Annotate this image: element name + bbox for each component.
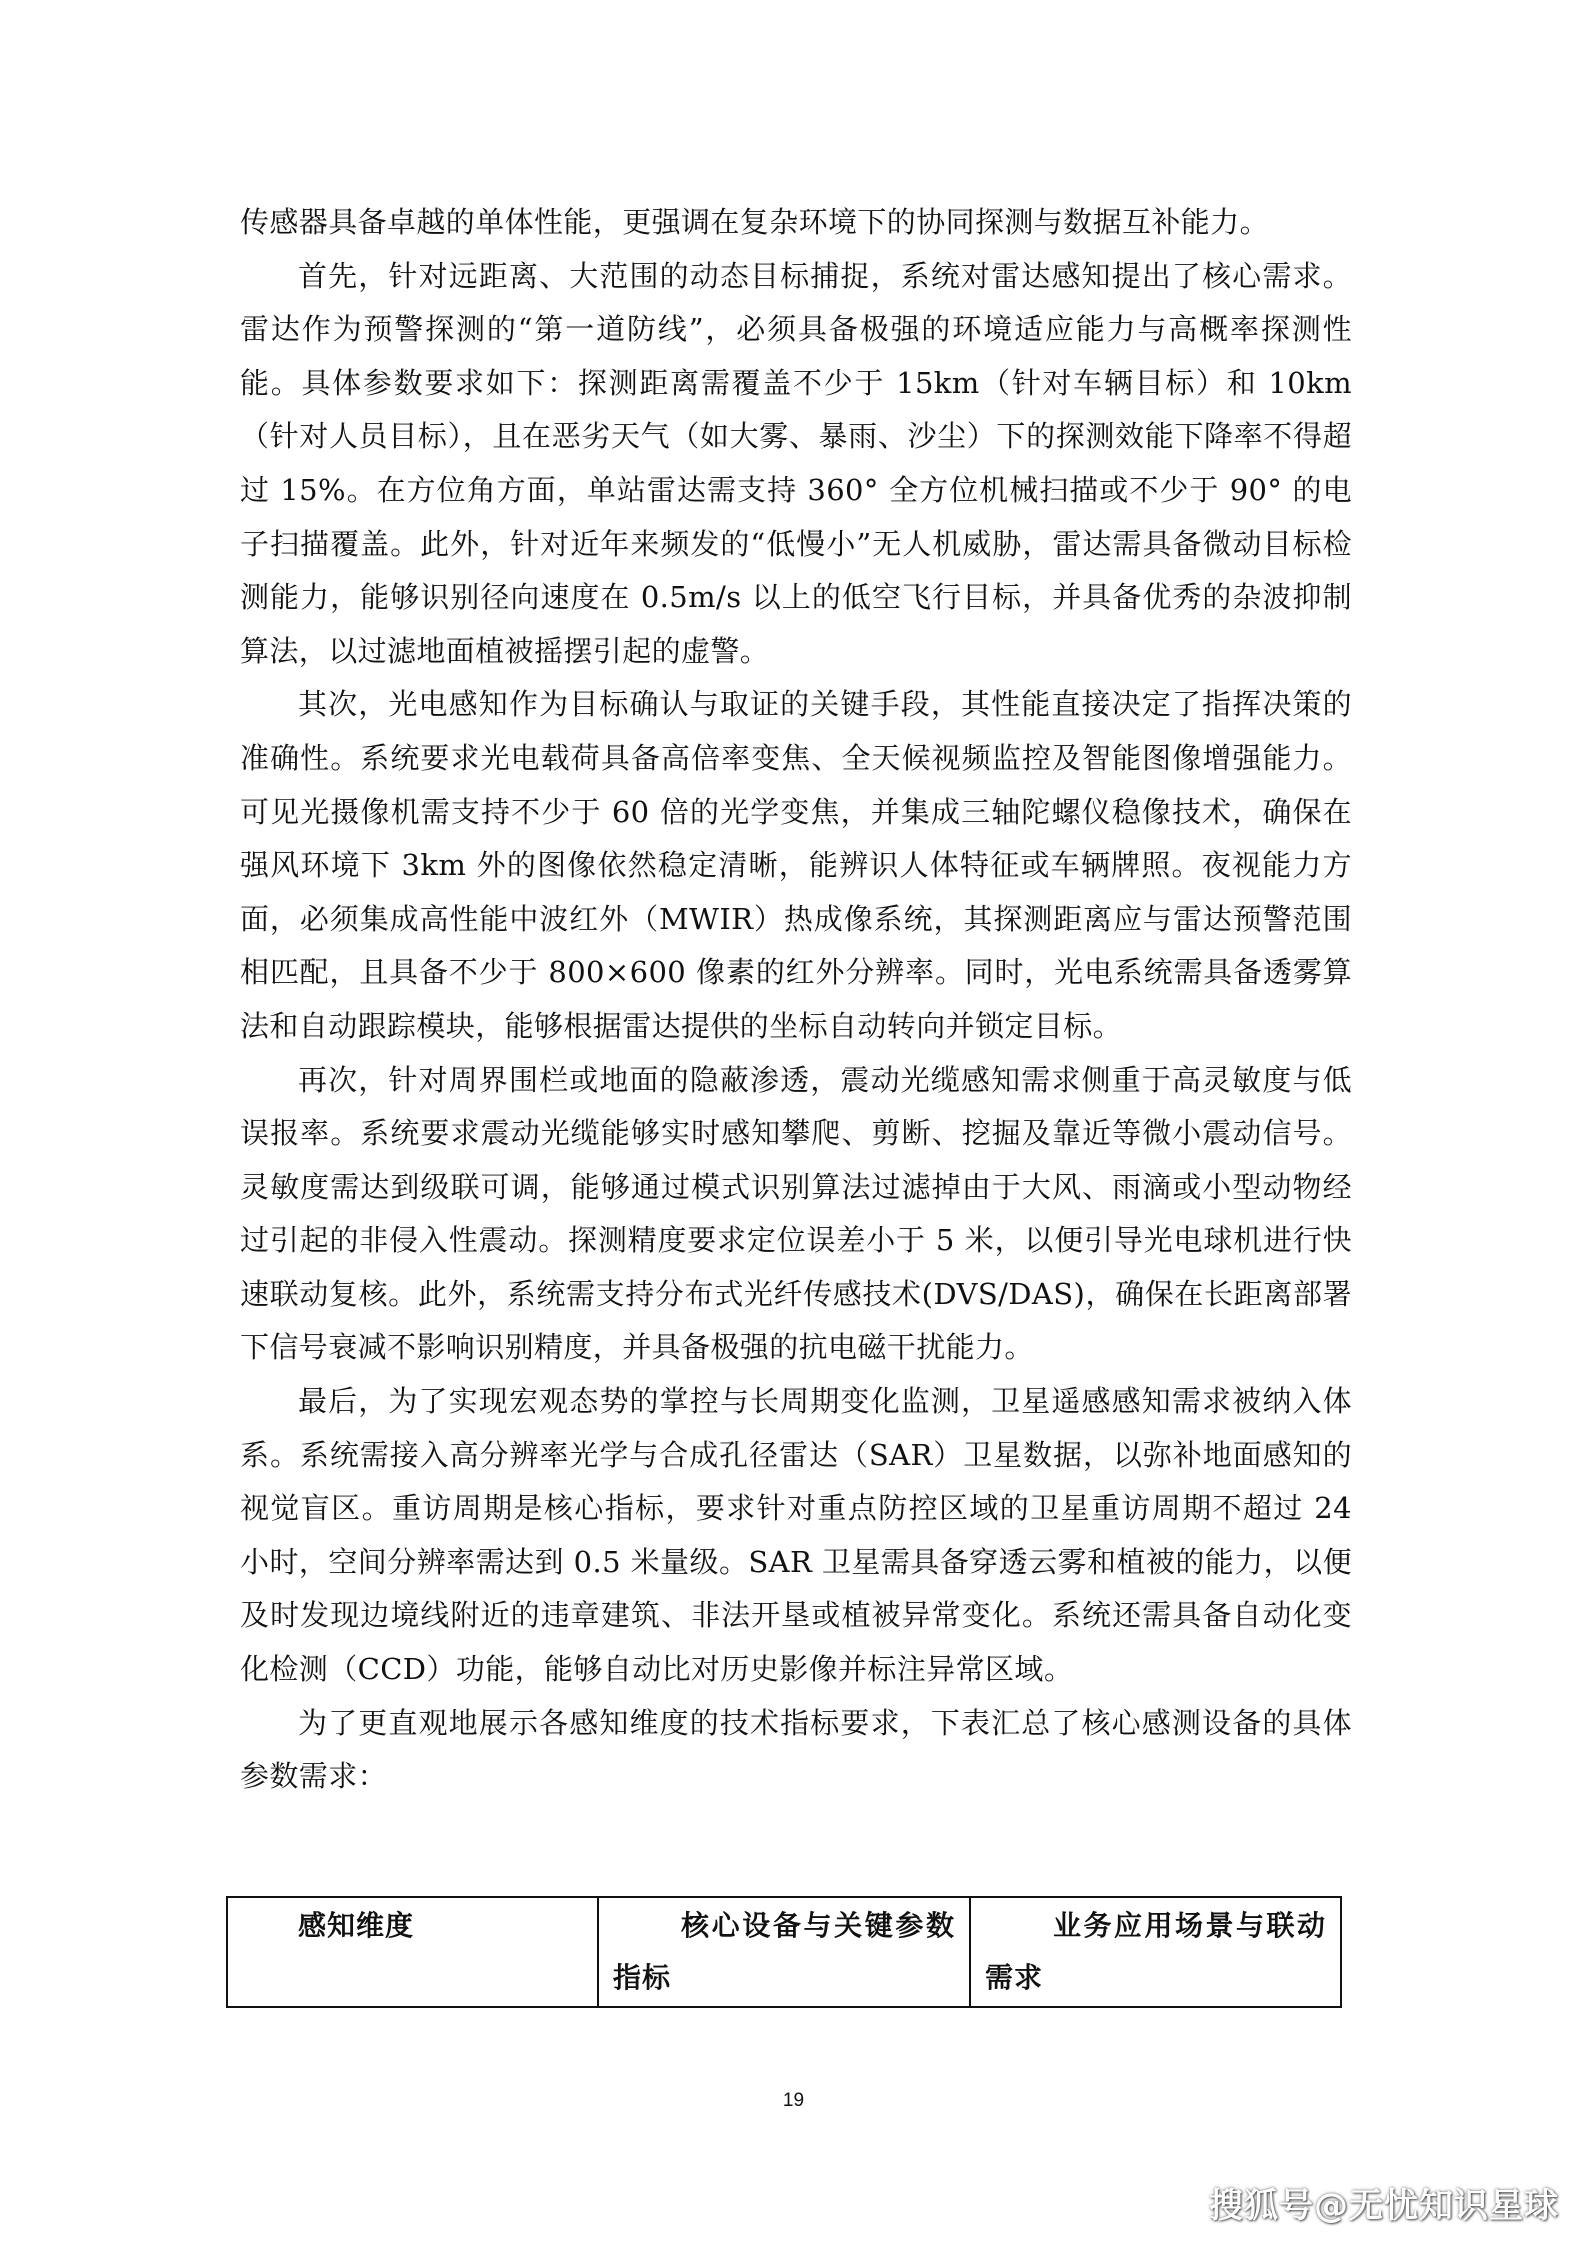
table-header-scenario: 业务应用场景与联动需求: [970, 1897, 1341, 2007]
paragraph-radar: 首先，针对远距离、大范围的动态目标捕捉，系统对雷达感知提出了核心需求。雷达作为预警探测的“第一道防线”，必须具备极强的环境适应能力与高概率探测性能。具体参数要求如下：探测距离需覆盖不少于 15km（针对车辆目标）和 10km（针对人员目标），且在恶劣天气（如大雾、暴雨、沙尘）下的探测效能下降率不得超过 15%。在方位角方面，单站雷达需支持 360° 全方位机械扫描或不少于 90° 的电子扫描覆盖。此外，针对近年来频发的“低慢小”无人机威胁，雷达需具备微动目标检测能力，能够识别径向速度在 0.5m/s 以上的低空飞行目标，并具备优秀的杂波抑制算法，以过滤地面植被摇摆引起的虚警。: [240, 258, 1352, 668]
watermark: 搜狐号@无忧知识星球: [1209, 2186, 1559, 2226]
parameter-table: [226, 1896, 1342, 2008]
parameter-table-container: [226, 1896, 1340, 2008]
page-number: 19: [782, 2090, 805, 2111]
paragraph-satellite: 最后，为了实现宏观态势的掌控与长周期变化监测，卫星遥感感知需求被纳入体系。系统需接入高分辨率光学与合成孔径雷达（SAR）卫星数据，以弥补地面感知的视觉盲区。重访周期是核心指标，要求针对重点防控区域的卫星重访周期不超过 24 小时，空间分辨率需达到 0.5 米量级。SAR 卫星需具备穿透云雾和植被的能力，以便及时发现边境线附近的违章建筑、非法开垦或植被异常变化。系统还需具备自动化变化检测（CCD）功能，能够自动比对历史影像并标注异常区域。: [240, 1384, 1352, 1687]
body-text: [240, 196, 1352, 1804]
table-header-row: [227, 1897, 1341, 2007]
paragraph-electro-optical: 其次，光电感知作为目标确认与取证的关键手段，其性能直接决定了指挥决策的准确性。系统要求光电载荷具备高倍率变焦、全天候视频监控及智能图像增强能力。可见光摄像机需支持不少于 60 倍的光学变焦，并集成三轴陀螺仪稳像技术，确保在强风环境下 3km 外的图像依然稳定清晰，能辨识人体特征或车辆牌照。夜视能力方面，必须集成高性能中波红外（MWIR）热成像系统，其探测距离应与雷达预警范围相匹配，且具备不少于 800×600 像素的红外分辨率。同时，光电系统需具备透雾算法和自动跟踪模块，能够根据雷达提供的坐标自动转向并锁定目标。: [240, 687, 1352, 1043]
table-header-dimension: 感知维度: [227, 1897, 598, 2007]
paragraph-continuation: 传感器具备卓越的单体性能，更强调在复杂环境下的协同探测与数据互补能力。: [240, 205, 1270, 239]
paragraph-table-intro: 为了更直观地展示各感知维度的技术指标要求，下表汇总了核心感测设备的具体参数需求：: [240, 1705, 1352, 1794]
paragraph-vibration-cable: 再次，针对周界围栏或地面的隐蔽渗透，震动光缆感知需求侧重于高灵敏度与低误报率。系统要求震动光缆能够实时感知攀爬、剪断、挖掘及靠近等微小震动信号。灵敏度需达到级联可调，能够通过模式识别算法过滤掉由于大风、雨滴或小型动物经过引起的非侵入性震动。探测精度要求定位误差小于 5 米，以便引导光电球机进行快速联动复核。此外，系统需支持分布式光纤传感技术(DVS/DAS)，确保在长距离部署下信号衰减不影响识别精度，并具备极强的抗电磁干扰能力。: [240, 1062, 1352, 1365]
table-header-equipment: 核心设备与关键参数指标: [598, 1897, 970, 2007]
